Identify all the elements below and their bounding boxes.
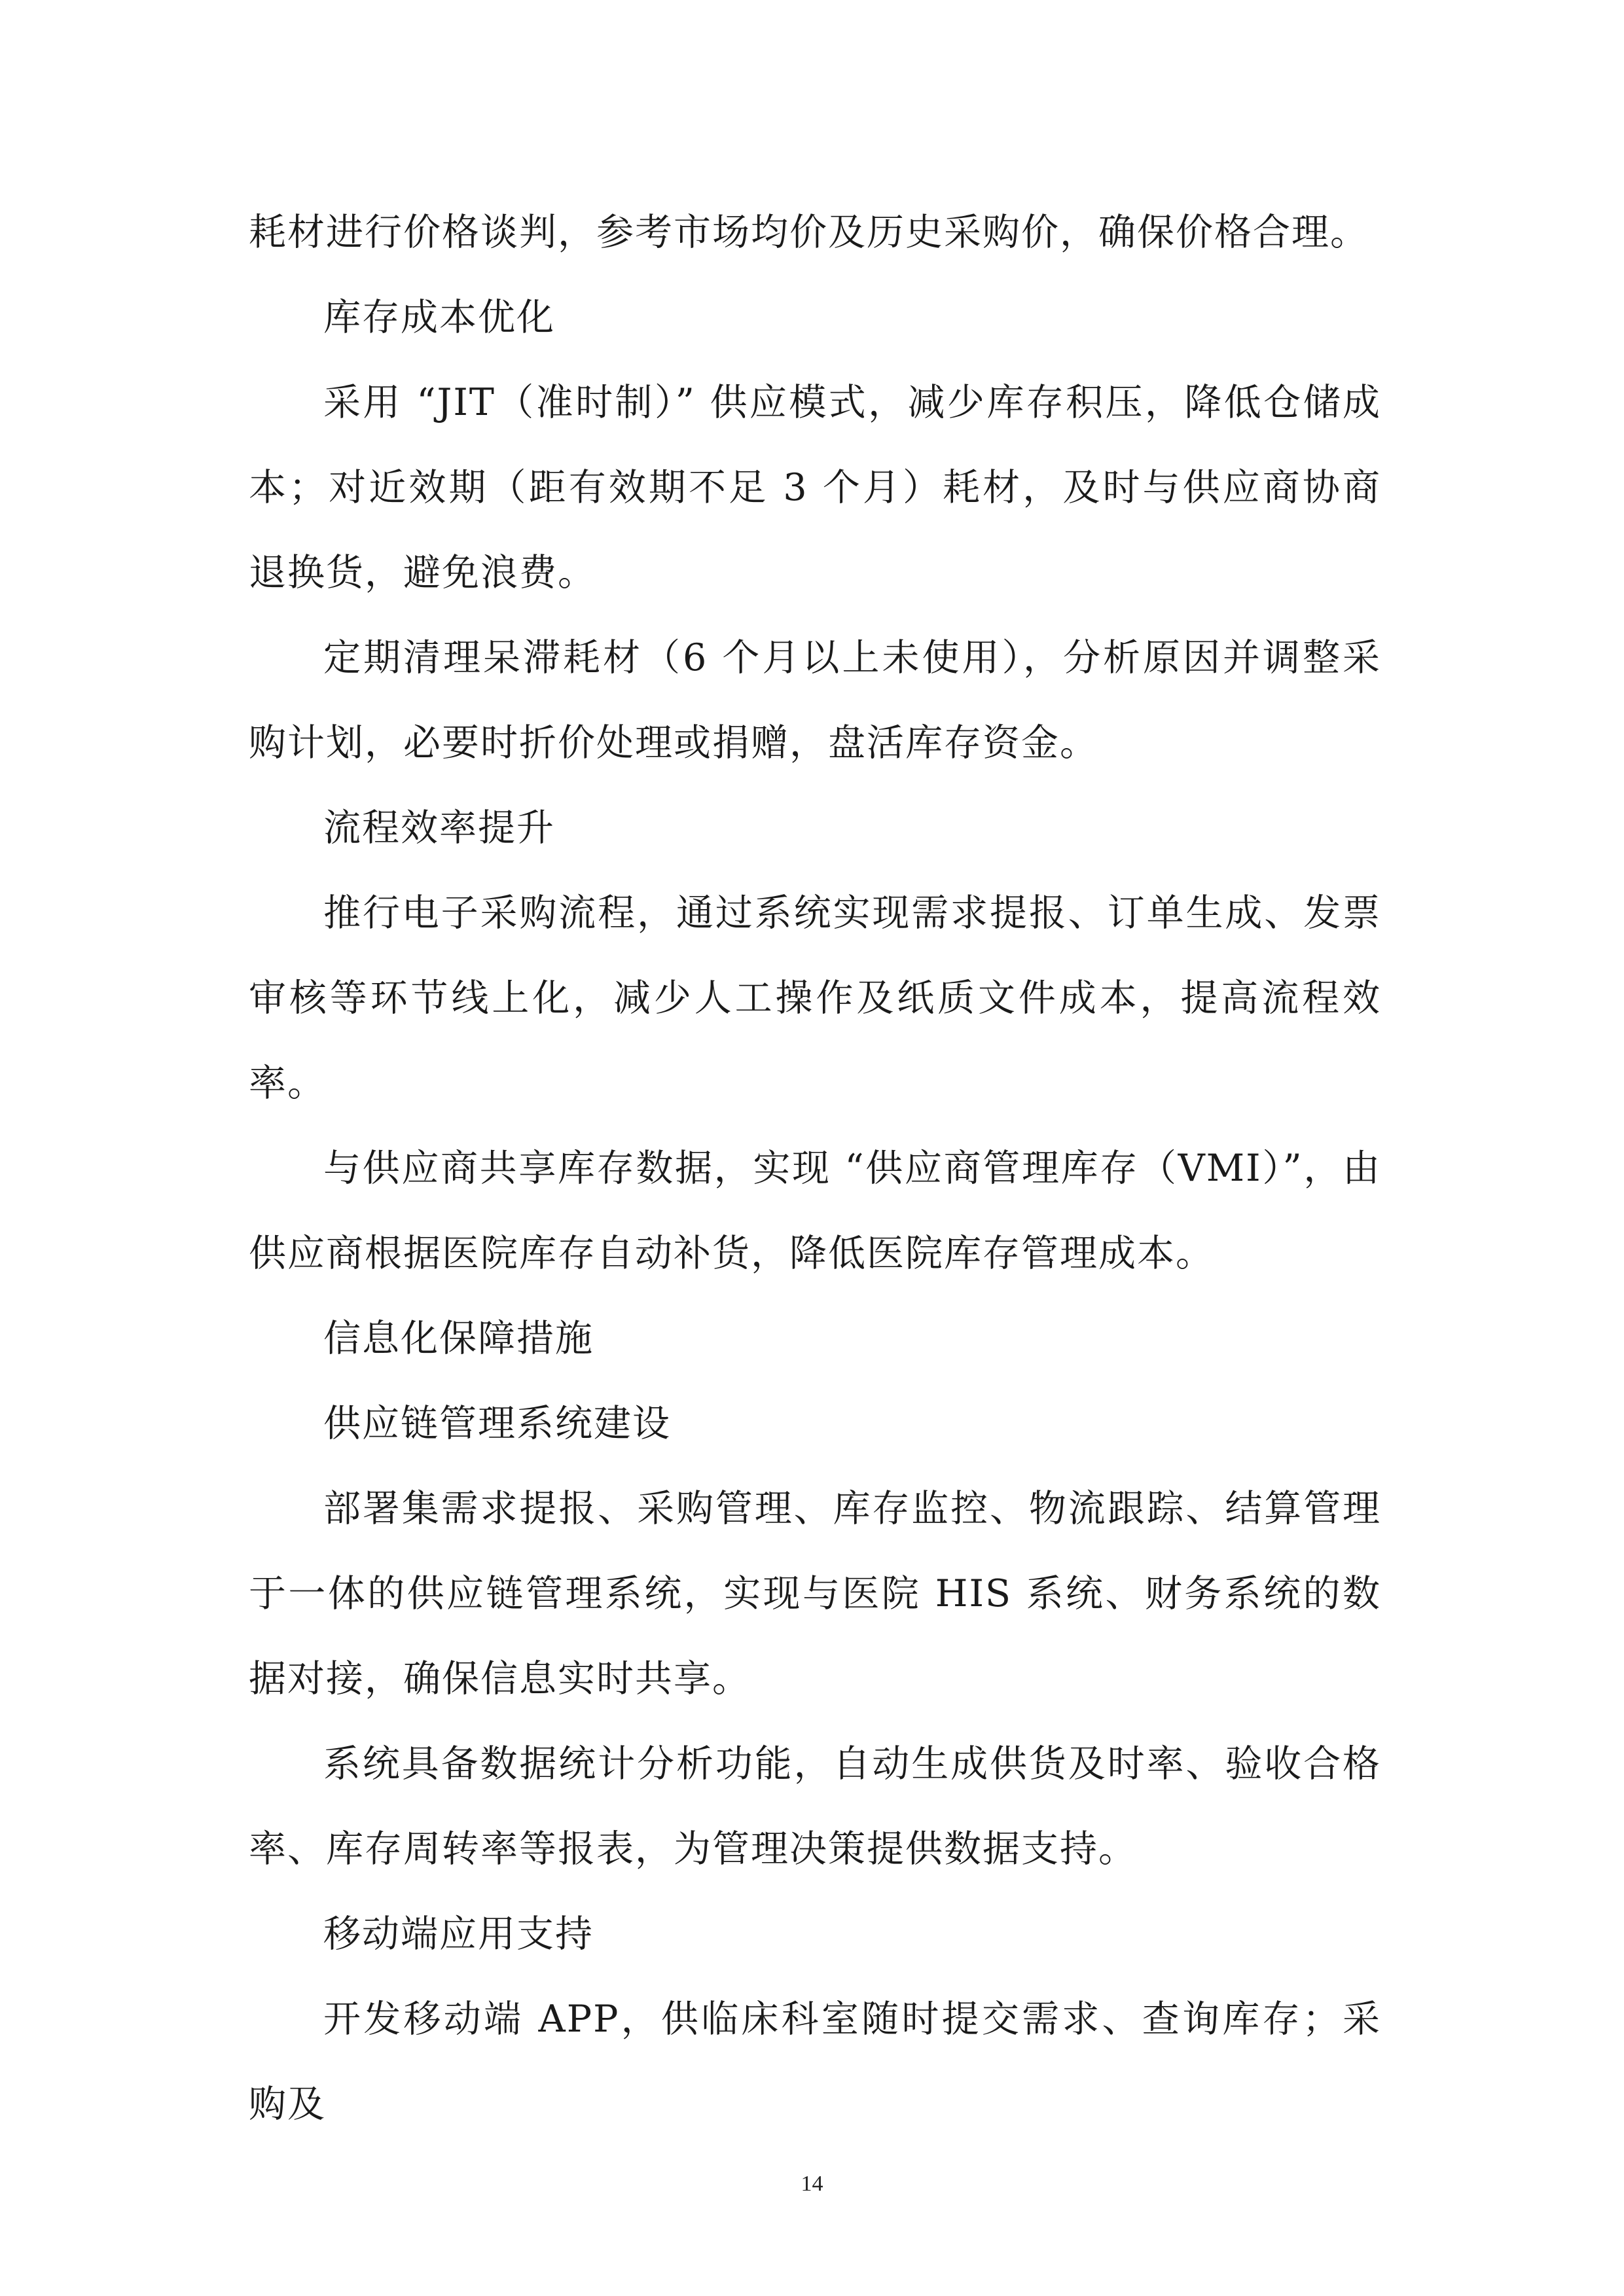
paragraph-vmi: 与供应商共享库存数据，实现 “供应商管理库存（VMI）”，由供应商根据医院库存自动补货，降低医院库存管理成本。 bbox=[249, 1147, 1381, 1275]
page-number: 14 bbox=[801, 2172, 823, 2196]
paragraph-jit: 采用 “JIT（准时制）” 供应模式，减少库存积压，降低仓储成本；对近效期（距有效期不足 3 个月）耗材，及时与供应商协商退换货，避免浪费。 bbox=[249, 381, 1381, 594]
heading-mobile-app: 移动端应用支持 bbox=[323, 1912, 594, 1956]
paragraph-mobile-app: 开发移动端 APP，供临床科室随时提交需求、查询库存；采购及 bbox=[249, 1998, 1381, 2126]
paragraph-price-negotiation: 耗材进行价格谈判，参考市场均价及历史采购价，确保价格合理。 bbox=[249, 211, 1369, 254]
heading-scm-system: 供应链管理系统建设 bbox=[323, 1402, 671, 1445]
body-text bbox=[249, 190, 1381, 2147]
paragraph-statistics: 系统具备数据统计分析功能，自动生成供货及时率、验收合格率、库存周转率等报表，为管理决策提供数据支持。 bbox=[249, 1742, 1381, 1871]
paragraph-e-procurement: 推行电子采购流程，通过系统实现需求提报、订单生成、发票审核等环节线上化，减少人工操作及纸质文件成本，提高流程效率。 bbox=[249, 891, 1381, 1105]
paragraph-stagnant-stock: 定期清理呆滞耗材（6 个月以上未使用），分析原因并调整采购计划，必要时折价处理或捐赠，盘活库存资金。 bbox=[249, 636, 1381, 764]
heading-process-efficiency: 流程效率提升 bbox=[323, 806, 555, 850]
heading-it-measures: 信息化保障措施 bbox=[323, 1317, 594, 1360]
paragraph-scm-deploy: 部署集需求提报、采购管理、库存监控、物流跟踪、结算管理于一体的供应链管理系统，实现与医院 HIS 系统、财务系统的数据对接，确保信息实时共享。 bbox=[249, 1487, 1381, 1700]
heading-inventory-cost: 库存成本优化 bbox=[323, 296, 555, 339]
